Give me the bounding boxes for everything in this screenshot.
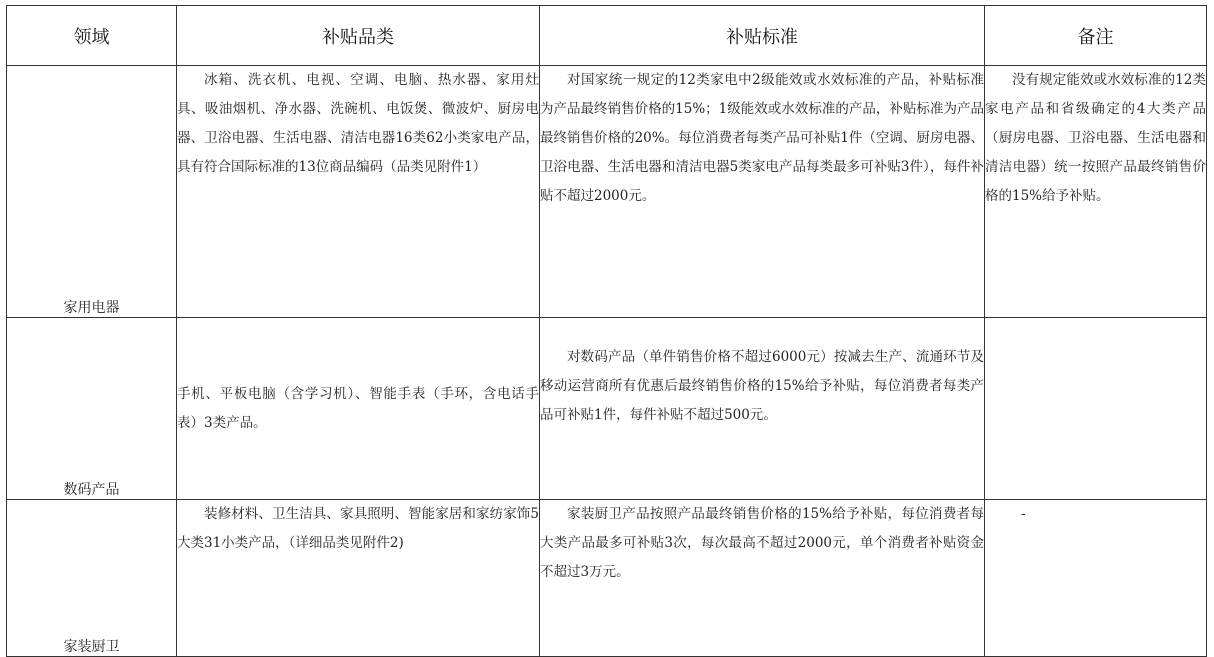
category-cell bbox=[177, 500, 540, 657]
table-row-home bbox=[7, 500, 1207, 657]
category-cell bbox=[177, 318, 540, 500]
domain-cell: 家装厨卫 bbox=[7, 500, 177, 657]
standard-text: 家装厨卫产品按照产品最终销售价格的15%给予补贴，每位消费者每大类产品最多可补贴3次，每次最高不超过2000元，单个消费者补贴资金不超过3万元。 bbox=[540, 506, 984, 580]
remark-cell bbox=[985, 318, 1207, 500]
category-text: 冰箱、洗衣机、电视、空调、电脑、热水器、家用灶具、吸油烟机、净水器、洗碗机、电饭煲、微波炉、厨房电器、卫浴电器、生活电器、清洁电器16类62小类家电产品，具有符合国际标准的13位商品编码（品类见附件1） bbox=[177, 72, 539, 175]
remark-text: 没有规定能效或水效标准的12类家电产品和省级确定的4大类产品（厨房电器、卫浴电器、生活电器和清洁电器）统一按照产品最终销售价格的15%给予补贴。 bbox=[985, 72, 1206, 204]
category-text: 装修材料、卫生洁具、家具照明、智能家居和家纺家饰5大类31小类产品，（详细品类见附件2) bbox=[177, 506, 539, 551]
remark-cell bbox=[985, 66, 1207, 318]
header-domain: 领域 bbox=[7, 6, 177, 66]
header-row bbox=[7, 6, 1207, 66]
standard-text: 对数码产品（单件销售价格不超过6000元）按减去生产、流通环节及移动运营商所有优惠后最终销售价格的15%给予补贴，每位消费者每类产品可补贴1件，每件补贴不超过500元。 bbox=[540, 349, 984, 423]
table-row-appliances bbox=[7, 66, 1207, 318]
table-row-digital bbox=[7, 318, 1207, 500]
standard-cell bbox=[540, 318, 985, 500]
remark-cell bbox=[985, 500, 1207, 657]
standard-cell bbox=[540, 500, 985, 657]
domain-cell: 数码产品 bbox=[7, 318, 177, 500]
subsidy-table bbox=[6, 5, 1207, 657]
header-remark: 备注 bbox=[985, 6, 1207, 66]
header-standard: 补贴标准 bbox=[540, 6, 985, 66]
standard-cell bbox=[540, 66, 985, 318]
category-text: 手机、平板电脑（含学习机）、智能手表（手环，含电话手表）3类产品。 bbox=[177, 385, 539, 431]
header-category: 补贴品类 bbox=[177, 6, 540, 66]
domain-cell: 家用电器 bbox=[7, 66, 177, 318]
category-cell bbox=[177, 66, 540, 318]
remark-text: - bbox=[1021, 506, 1026, 522]
standard-text: 对国家统一规定的12类家电中2级能效或水效标准的产品，补贴标准为产品最终销售价格的15%；1级能效或水效标准的产品，补贴标准为产品最终销售价格的20%。每位消费者每类产品可补贴1件（空调、厨房电器、卫浴电器、生活电器和清洁电器5类家电产品每类最多可补贴3件），每件补贴不超过2000元。 bbox=[540, 72, 984, 204]
